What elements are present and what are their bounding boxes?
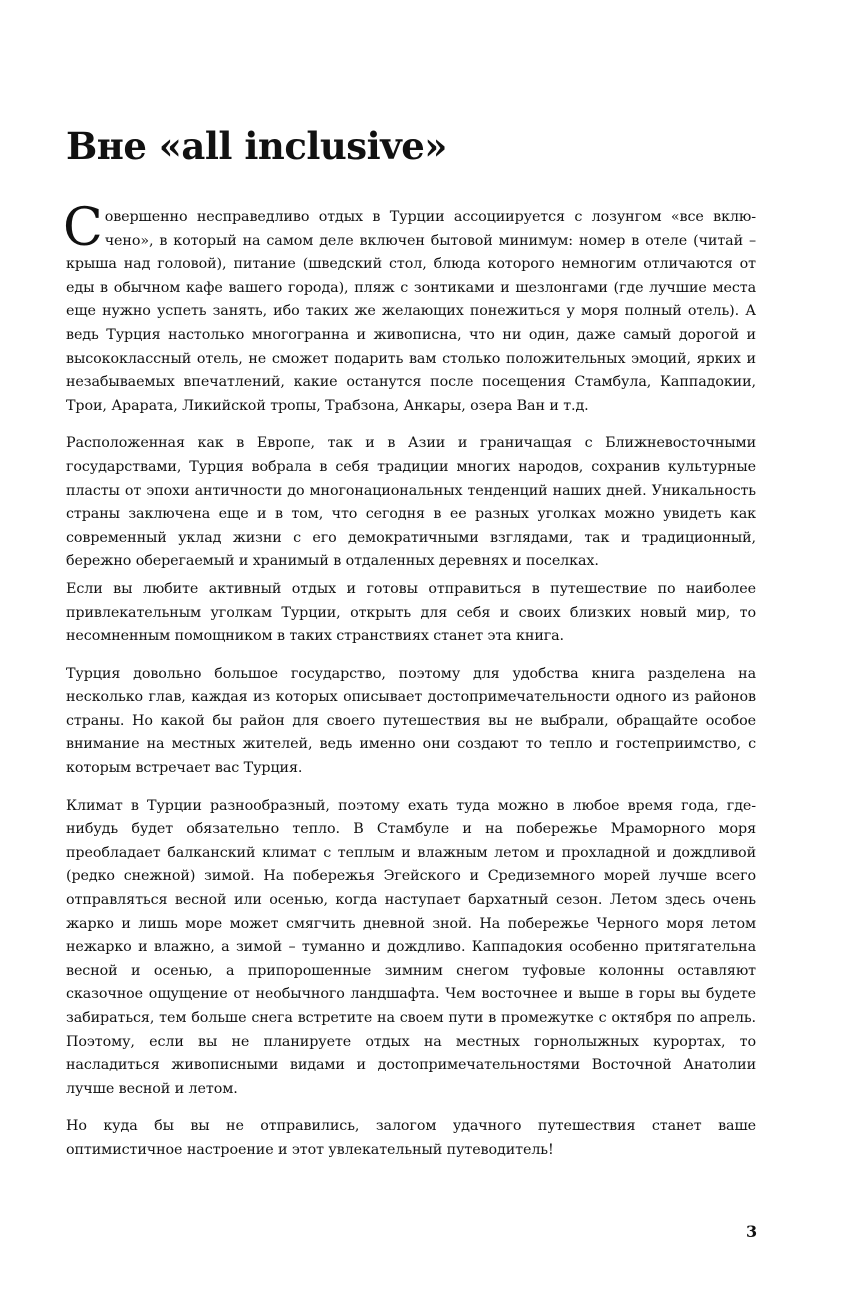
- page-number: 3: [746, 1222, 758, 1241]
- paragraph-closing: Но куда бы вы не отправились, залогом удачного путешествия станет ваше оптимистичное настроение и этот увлекательный путеводитель!: [66, 1118, 756, 1158]
- paragraph-structure: Турция довольно большое государство, поэтому для удобства книга разделена на несколько глав, каждая из которых описывает достопримечательности одного из районов страны. Но какой бы район для своего путешествия вы не выбрали, обращайте особое внимание на местных жителей, ведь именно они создают то тепло и гостеприимство, с которым встречает вас Турция.: [66, 665, 756, 777]
- paragraph-climate: Климат в Турции разнообразный, поэтому ехать туда можно в любое время года, где-нибудь будет обязательно тепло. В Стамбуле и на побережье Мраморного моря преобладает балканский климат с теплым и влажным летом и прохладной и дождливой (редко снежной) зимой. На побережья Эгейского и Средиземного морей лучше всего отправляться весной или осенью, когда наступает бархатный сезон. Летом здесь очень жарко и лишь море может смягчить дневной зной. На побережье Черного моря летом нежарко и влажно, а зимой – туманно и дождливо. Каппадокия особенно притягательна весной и осенью, а припорошенные зимним снегом туфовые колонны оставляют сказочное ощущение от необычного ландшафта. Чем восточнее и выше в горы вы будете забираться, тем больше снега встретите на своем пути в промежутке с октября по апрель. Поэтому, если вы не планируете отдых на местных горнолыжных курортах, то насладиться живописными видами и достопримечательностями Восточной Анатолии лучше весной и летом.: [66, 797, 756, 1097]
- paragraph-intro-text: овершенно несправедливо отдых в Турции ассоциируется с лозунгом «все вклю-чено», в который на самом деле включен бытовой минимум: номер в отеле (читай – крыша над головой), питание (шведский стол, блюда которого немногим отличаются от еды в обычном кафе вашего города), пляж с зонтиками и шезлонгами (где лучшие места еще нужно успеть занять, ибо таких же желающих понежиться у моря полный отель). А ведь Турция настолько многогранна и живописна, что ни один, даже самый дорогой и высококлассный отель, не сможет подарить вам столько положительных эмоций, ярких и незабываемых впечатлений, какие останутся после посещения Стамбула, Каппадокии, Трои, Арарата, Ликийской тропы, Трабзона, Анкары, озера Ван и т.д.: [66, 209, 756, 414]
- paragraph-book-purpose: Если вы любите активный отдых и готовы отправиться в путешествие по наиболее привлекательным уголкам Турции, открыть для себя и своих близких новый мир, то несомненным помощником в таких странствиях станет эта книга.: [66, 580, 756, 645]
- chapter-title: Вне «all inclusive»: [66, 124, 447, 168]
- body-text: [63, 198, 756, 1163]
- paragraph-intro: [63, 198, 756, 418]
- drop-cap: С: [63, 198, 103, 258]
- paragraph-geography: Расположенная как в Европе, так и в Азии и граничащая с Ближневосточными государствами, Турция вобрала в себя традиции многих народов, сохранив культурные пласты от эпохи античности до многонациональных тенденций наших дней. Уникальность страны заключена еще и в том, что сегодня в ее разных уголках можно увидеть как современный уклад жизни с его демократичными взглядами, так и традиционный, бережно оберегаемый и хранимый в отдаленных деревнях и поселках.: [66, 435, 756, 570]
